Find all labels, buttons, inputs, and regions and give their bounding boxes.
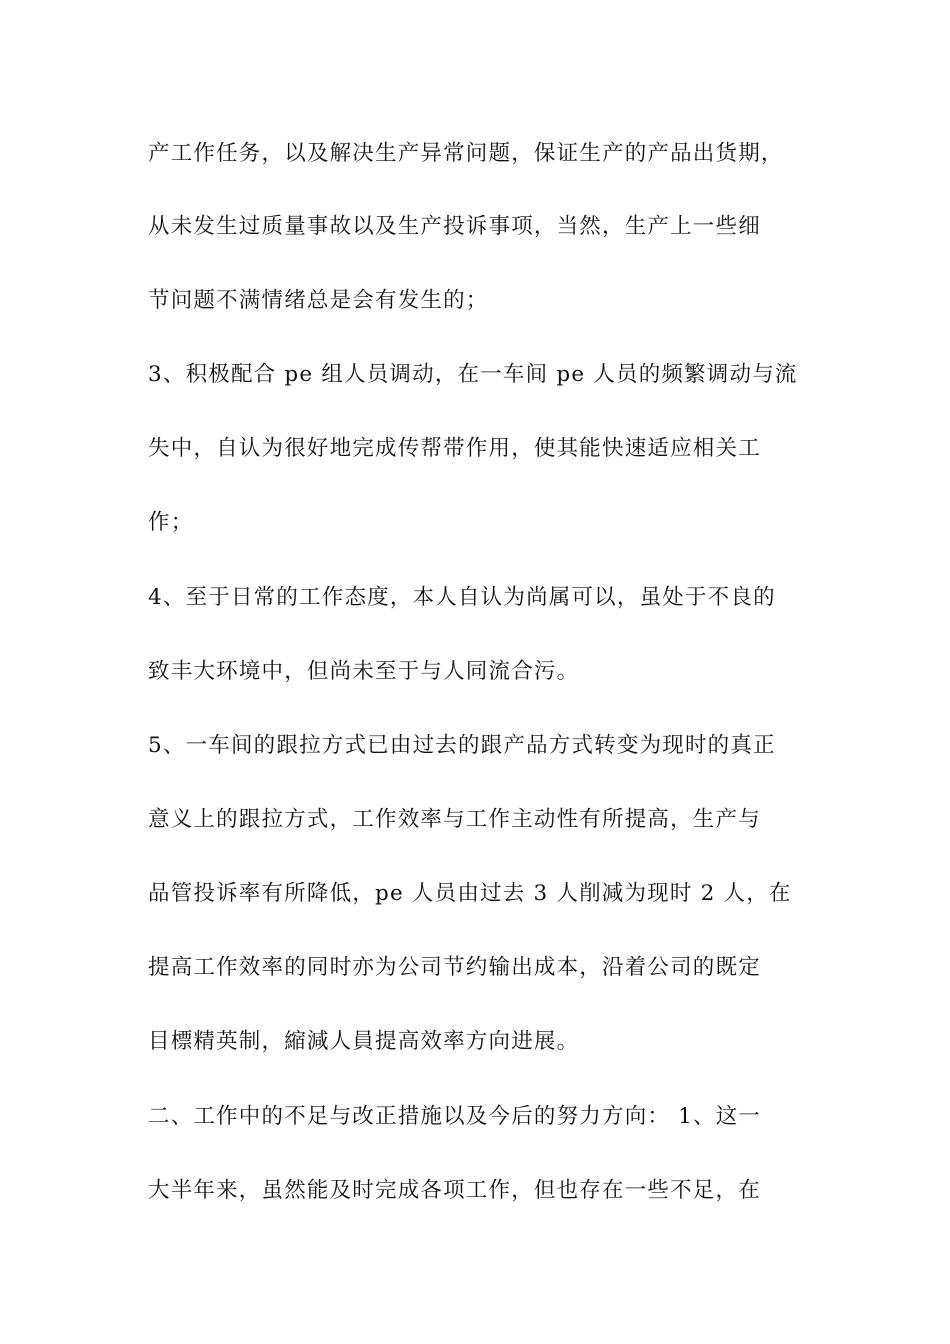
text-line: 大半年来，虽然能及时完成各项工作，但也存在一些不足，在	[148, 1178, 761, 1203]
text-line: 二、工作中的不足与改正措施以及今后的努力方向： 1、这一	[148, 1104, 762, 1129]
text-line: 品管投诉率有所降低，pe 人员由过去 3 人削减为现时 2 人，在	[148, 881, 792, 906]
text-line: 从未发生过质量事故以及生产投诉事项，当然，生产上一些细	[148, 214, 761, 239]
text-line: 节问题不满情绪总是会有发生的；	[148, 288, 489, 313]
text-line: 作；	[148, 510, 194, 535]
text-line: 3、积极配合 pe 组人员调动，在一车间 pe 人员的频繁调动与流	[148, 362, 798, 387]
text-line: 4、至于日常的工作态度，本人自认为尚属可以，虽处于不良的	[148, 585, 776, 610]
text-line: 失中，自认为很好地完成传帮带作用，使其能快速适应相关工	[148, 436, 761, 461]
text-line: 致丰大环境中，但尚未至于与人同流合污。	[148, 659, 580, 684]
text-line: 意义上的跟拉方式，工作效率与工作主动性有所提高，生产与	[148, 807, 761, 832]
text-line: 产工作任务，以及解决生产异常问题，保证生产的产品出货期，	[148, 141, 784, 166]
text-line: 5、一车间的跟拉方式已由过去的跟产品方式转变为现时的真正	[148, 733, 776, 758]
text-line: 提高工作效率的同时亦为公司节约输出成本，沿着公司的既定	[148, 955, 761, 980]
text-line: 目標精英制，縮減人員提高效率方向进展。	[148, 1029, 580, 1054]
